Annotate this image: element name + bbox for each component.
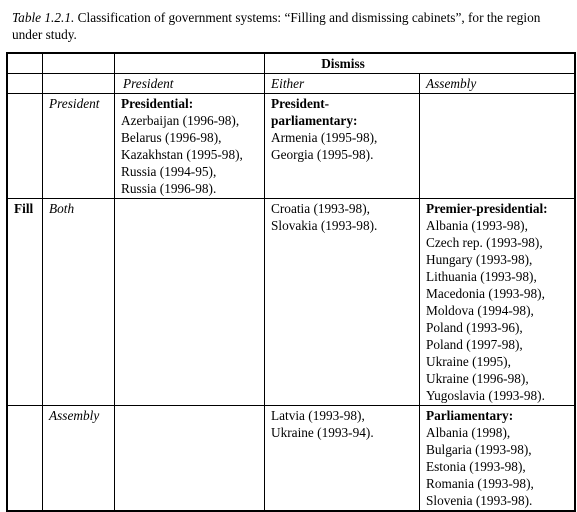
list-item: Ukraine (1993-94). [271,425,374,440]
table-row-assembly [8,406,574,510]
list-item: Russia (1994-95), [121,164,217,179]
list-item: Lithuania (1993-98), [426,269,537,284]
list-item: Georgia (1995-98). [271,147,374,162]
list-item: Croatia (1993-98), [271,201,370,216]
fill-label-cell [8,406,43,510]
table-row-both [8,199,574,406]
corner-cell [43,54,115,74]
empty-header-cell [420,54,574,74]
row-label-assembly: Assembly [43,406,115,510]
row-label-both: Both [43,199,115,406]
fill-label: Fill [8,199,43,406]
row-label-president: President [43,94,115,199]
category-heading-president-parliamentary: President-parliamentary: [271,96,358,128]
table-row-president [8,94,574,199]
list-item: Albania (1993-98), [426,218,528,233]
corner-cell [8,74,43,94]
corner-cell [43,74,115,94]
list-item: Kazakhstan (1995-98), [121,147,243,162]
cell-both-either [265,199,420,406]
column-header-president: President [115,74,265,94]
column-header-assembly: Assembly [420,74,574,94]
list-item: Ukraine (1996-98), [426,371,529,386]
list-item: Macedonia (1993-98), [426,286,545,301]
table-caption [12,9,572,43]
list-item: Hungary (1993-98), [426,252,533,267]
header-row-columns [8,74,574,94]
list-item: Bulgaria (1993-98), [426,442,532,457]
cell-president-president [115,94,265,199]
list-item: Albania (1998), [426,425,511,440]
list-item: Azerbaijan (1996-98), [121,113,240,128]
caption-text: Classification of government systems: “Filling and dismissing cabinets”, for the region under study. [12,10,541,42]
list-item: Romania (1993-98), [426,476,534,491]
list-item: Belarus (1996-98), [121,130,222,145]
dismiss-header: Dismiss [265,54,420,74]
caption-id: Table 1.2.1. [12,10,75,25]
list-item: Moldova (1994-98), [426,303,534,318]
category-heading-parliamentary: Parliamentary: [426,408,514,423]
cell-both-president [115,199,265,406]
cell-president-either [265,94,420,199]
government-systems-table [6,52,576,512]
category-heading-premier-presidential: Premier-presidential: [426,201,548,216]
header-row-dismiss [8,54,574,74]
empty-header-cell [115,54,265,74]
list-item: Russia (1996-98). [121,181,217,196]
cell-president-assembly [420,94,574,199]
list-item: Latvia (1993-98), [271,408,365,423]
list-item: Poland (1997-98), [426,337,523,352]
corner-cell [8,54,43,74]
list-item: Armenia (1995-98), [271,130,378,145]
cell-assembly-assembly [420,406,574,510]
cell-assembly-president [115,406,265,510]
cell-both-assembly [420,199,574,406]
list-item: Poland (1993-96), [426,320,523,335]
list-item: Czech rep. (1993-98), [426,235,543,250]
category-heading-presidential: Presidential: [121,96,194,111]
list-item: Yugoslavia (1993-98). [426,388,545,403]
column-header-either: Either [265,74,420,94]
fill-label-cell [8,94,43,199]
list-item: Ukraine (1995), [426,354,511,369]
list-item: Slovenia (1993-98). [426,493,533,508]
list-item: Estonia (1993-98), [426,459,526,474]
list-item: Slovakia (1993-98). [271,218,378,233]
cell-assembly-either [265,406,420,510]
